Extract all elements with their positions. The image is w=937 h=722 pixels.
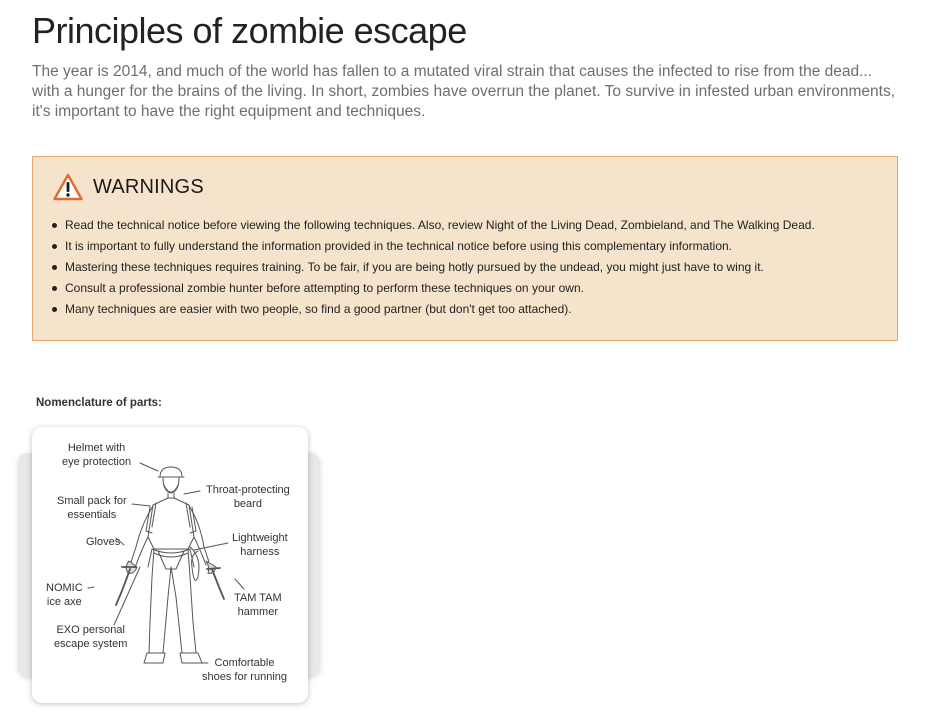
page-title: Principles of zombie escape [32, 10, 467, 51]
warnings-list [52, 215, 815, 320]
label-helmet: Helmet with eye protection [62, 442, 132, 468]
label-gloves: Gloves [86, 536, 121, 548]
label-axe: NOMIC ice axe [46, 582, 83, 608]
warnings-title: WARNINGS [93, 175, 204, 198]
warning-triangle-icon [53, 173, 83, 201]
nomenclature-label: Nomenclature of parts: [36, 397, 162, 409]
warning-item: Mastering these techniques requires training. To be fair, if you are being hotly pursued by the undead, you might just have to wing it. [52, 257, 815, 278]
warning-item: Consult a professional zombie hunter before attempting to perform these techniques on your own. [52, 278, 815, 299]
label-exo: EXO personal escape system [54, 624, 128, 650]
label-shoes: Comfortable shoes for running [202, 657, 287, 683]
warning-item: Many techniques are easier with two people, so find a good partner (but don't get too attached). [52, 299, 815, 320]
nomenclature-card [32, 427, 308, 703]
intro-paragraph: The year is 2014, and much of the world has fallen to a mutated viral strain that causes the infected to rise from the dead... with a hunger for the brains of the living. In short, zombies have overrun the planet. To survive in infested urban environments, it's important to have the right equipment and techniques. [32, 63, 896, 120]
label-beard: Throat-protecting beard [206, 484, 290, 510]
warnings-box [32, 156, 898, 341]
warnings-header [53, 173, 204, 201]
label-pack: Small pack for essentials [57, 495, 127, 521]
warning-item: Read the technical notice before viewing the following techniques. Also, review Night of the Living Dead, Zombieland, and The Walking Dead. [52, 215, 815, 236]
label-hammer: TAM TAM hammer [234, 592, 282, 618]
label-harness: Lightweight harness [232, 532, 288, 558]
warning-item: It is important to fully understand the information provided in the technical notice before using this complementary information. [52, 236, 815, 257]
